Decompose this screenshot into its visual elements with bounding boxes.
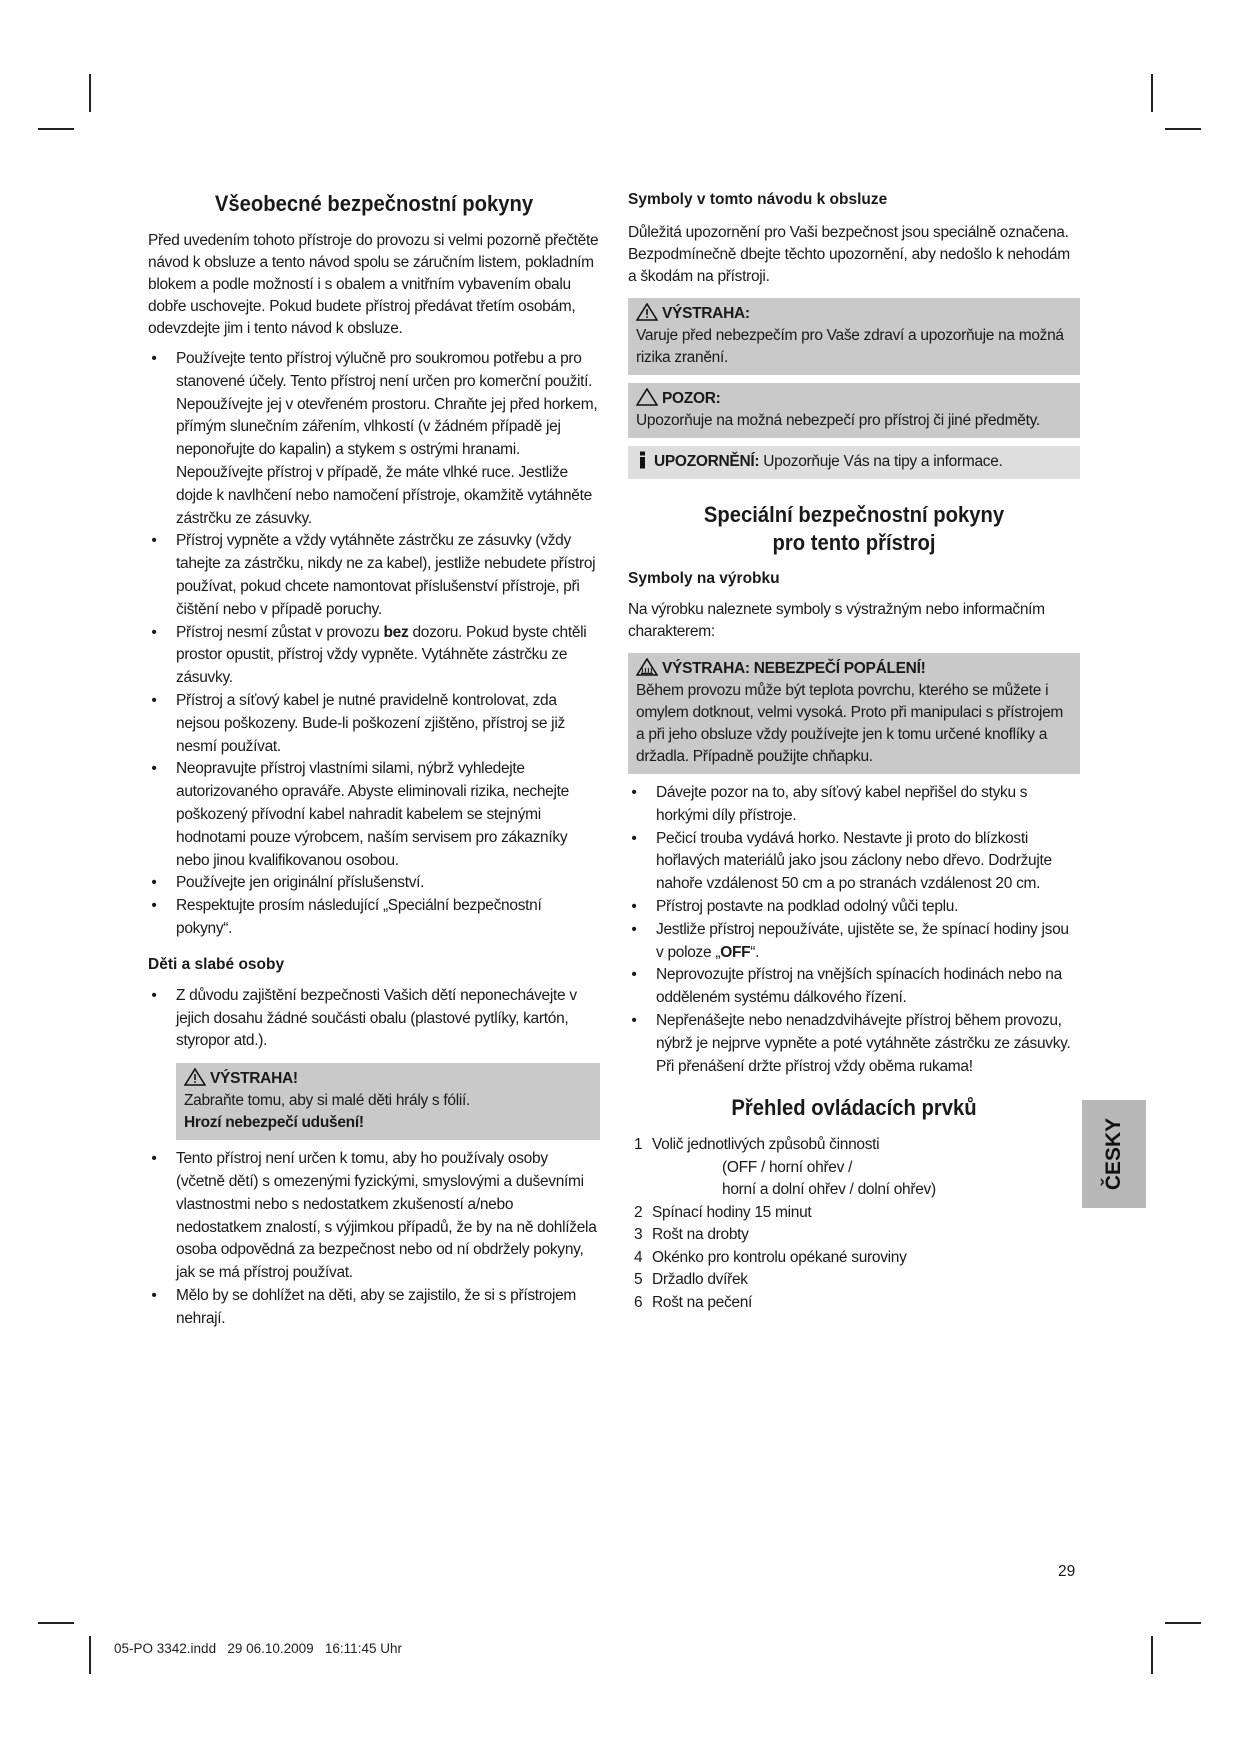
- crop-mark: [38, 128, 74, 130]
- caution-triangle-icon: [636, 388, 658, 406]
- list-item: • Neprovozujte přístroj na vnějších spínacích hodinách nebo na odděleném systému dálkového řízení.: [631, 966, 1062, 1007]
- burn-warning-text: Během provozu může být teplota povrchu, kterého se můžete i omylem dotknout, velmi vysoká. Proto při manipulaci s přístrojem a při jeho obsluze vždy používejte jen k tomu určené knoflíky a držadla. Případně použijte chňapku.: [636, 682, 1064, 765]
- list-item: • Přístroj a síťový kabel je nutné pravidelně kontrolovat, zda nejsou poškozeny. Bude-li poškození zjištěno, přístroj se již nesmí používat.: [151, 691, 565, 755]
- list-item: • Z důvodu zajištění bezpečnosti Vašich dětí neponechávejte v jejich dosahu žádné součásti obalu (plastové pytlíky, kartón, styropor atd.).: [151, 986, 577, 1050]
- notice-title: UPOZORNĚNÍ:: [654, 453, 760, 470]
- special-title: Speciální bezpečnostní pokyny pro tento přístroj: [703, 502, 1005, 555]
- caution-box: [628, 383, 1080, 438]
- list-item: 4 Okénko pro kontrolu opékané suroviny: [634, 1248, 907, 1266]
- intro-paragraph: Před uvedením tohoto přístroje do provozu si velmi pozorně přečtěte návod k obsluze a tento návod spolu se záručním listem, pokladním blokem a podle možností i s obalem a vnitřním vybavením obalu dobře uschovejte. Pokud budete přístroj předávat třetím osobám, odevzdejte jim i tento návod k obsluze.: [148, 232, 599, 337]
- warning-bold: Hrozí nebezpečí udušení!: [184, 1114, 364, 1132]
- product-symbols-paragraph: Na výrobku naleznete symboly s výstražným nebo informačním charakterem:: [628, 601, 1045, 640]
- list-item: • Jestliže přístroj nepoužíváte, ujistěte se, že spínací hodiny jsou v poloze „OFF“.: [631, 920, 1069, 961]
- list-item: 2 Spínací hodiny 15 minut: [634, 1203, 812, 1221]
- list-item: • Pečicí trouba vydává horko. Nestavte ji proto do blízkosti hořlavých materiálů jako jsou záclony nebo dřevo. Dodržujte nahoře vzdálenost 50 cm a po stranách vzdálenost 20 cm.: [631, 829, 1052, 893]
- list-item: • Nepřenášejte nebo nenadzdvihávejte přístroj během provozu, nýbrž je nejprve vypněte a poté vytáhněte zástrčku ze zásuvky. Při přenášení držte přístroj vždy oběma rukama!: [631, 1011, 1071, 1075]
- language-tab: ČESKY: [1082, 1100, 1146, 1208]
- controls-title: Přehled ovládacích prvků: [731, 1095, 977, 1121]
- warning-title: VÝSTRAHA!: [184, 1068, 592, 1090]
- notice-box: [628, 446, 1080, 479]
- list-item: 3 Rošt na drobty: [634, 1226, 749, 1244]
- caution-title: POZOR:: [636, 388, 1072, 410]
- list-item: 5 Držadlo dvířek: [634, 1271, 748, 1289]
- burn-warning-title: VÝSTRAHA: NEBEZPEČÍ POPÁLENÍ!: [636, 658, 1072, 680]
- warning-triangle-icon: [184, 1068, 206, 1086]
- crop-mark: [1165, 1622, 1201, 1624]
- crop-mark: [1165, 128, 1201, 130]
- warning-box-kids: [176, 1063, 600, 1140]
- page-title: Všeobecné bezpečnostní pokyny: [214, 191, 534, 216]
- warning-triangle-icon: [636, 303, 658, 321]
- warning-text: Zabraňte tomu, aby si malé děti hrály s fólií.: [184, 1092, 470, 1110]
- caution-text: Upozorňuje na možná nebezpečí pro přístroj či jiné předměty.: [636, 412, 1040, 429]
- product-symbols-heading: Symboly na výrobku: [628, 570, 780, 587]
- general-bullets: [148, 348, 600, 941]
- page-number: 29: [1058, 1563, 1076, 1580]
- kids-bullets: [148, 985, 600, 1053]
- crop-mark: [38, 1622, 74, 1624]
- list-item: • Mělo by se dohlížet na děti, aby se zajistilo, že si s přístrojem nehrají.: [151, 1286, 577, 1327]
- list-item: • Používejte jen originální příslušenství.: [151, 874, 425, 892]
- list-item: • Respektujte prosím následující „Speciální bezpečnostní pokyny“.: [151, 897, 542, 937]
- list-item: • Přístroj vypněte a vždy vytáhněte zástrčku ze zásuvky (vždy tahejte za zástrčku, nikdy ne za kabel), jestliže nebudete přístroj používat, pokud chcete namontovat příslušenství přístroje, při čištění nebo v případě poruchy.: [151, 532, 596, 618]
- info-icon: [636, 451, 650, 469]
- crop-mark: [1151, 74, 1153, 112]
- list-item: • Neopravujte přístroj vlastními silami, nýbrž vyhledejte autorizovaného opraváře. Abyste eliminovali rizika, nechejte poškozený přívodní kabel nahradit kabelem se stejnými hodnotami pouze výrobcem, naším servisem pro zákazníky nebo jinou kvalifikovanou osobou.: [151, 760, 569, 869]
- list-item: • Tento přístroj není určen k tomu, aby ho používaly osoby (včetně dětí) s omezenými fyzickými, smyslovými a duševními vlastnostmi nebo s nedostatkem zkušeností a/nebo nedostatkem znalostí, s výjimkou případů, že by na ně dohlížela osoba odpovědná za bezpečnost nebo od ní obdržely pokyny, jak se má přístroj používat.: [151, 1150, 597, 1282]
- list-item: 6 Rošt na pečení: [634, 1293, 753, 1311]
- crop-mark: [89, 1636, 91, 1674]
- crop-mark: [89, 74, 91, 112]
- right-column: [628, 190, 1080, 1314]
- print-footer: 05-PO 3342.indd 29 06.10.2009 16:11:45 Uhr: [114, 1641, 402, 1656]
- controls-list: [628, 1134, 1080, 1314]
- list-item: • Přístroj nesmí zůstat v provozu bez dozoru. Pokud byste chtěli prostor opustit, přístroj vždy vypněte. Vytáhněte zástrčku ze zásuvky.: [151, 623, 587, 687]
- kids-bullets-2: [148, 1148, 600, 1330]
- special-bullets: [628, 782, 1080, 1078]
- notice-text: Upozorňuje Vás na tipy a informace.: [759, 453, 1003, 470]
- list-item: • Používejte tento přístroj výlučně pro soukromou potřebu a pro stanovené účely. Tento přístroj není určen pro komerční použití. Nepoužívejte jej v otevřeném prostoru. Chraňte jej před horkem, přímým slunečním zářením, vlhkostí (v žádném případě jej neponořujte do kapalin) a stykem s ostrými hranami. Nepoužívejte přístroj v případě, že máte vlhké ruce. Jestliže dojde k navlhčení nebo namočení přístroje, okamžitě vytáhněte zástrčku ze zásuvky.: [151, 350, 598, 527]
- burn-warning-box: [628, 653, 1080, 774]
- list-item: 1 Volič jednotlivých způsobů činnosti (OFF / horní ohřev / horní a dolní ohřev / dolní ohřev): [634, 1136, 936, 1199]
- list-item: • Přístroj postavte na podklad odolný vůči teplu.: [631, 897, 959, 915]
- warning-title: VÝSTRAHA:: [636, 303, 1072, 325]
- symbols-heading: Symboly v tomto návodu k obsluze: [628, 191, 888, 208]
- warning-text: Varuje před nebezpečím pro Vaše zdraví a upozorňuje na možná rizika zranění.: [636, 327, 1064, 366]
- symbols-paragraph: Důležitá upozornění pro Vaši bezpečnost jsou speciálně označena. Bezpodmínečně dbejte těchto upozornění, aby nedošlo k nehodám a škodám na přístroji.: [628, 224, 1070, 285]
- hot-surface-icon: [636, 658, 658, 676]
- list-item: • Dávejte pozor na to, aby síťový kabel nepřišel do styku s horkými díly přístroje.: [631, 784, 1028, 824]
- crop-mark: [1151, 1636, 1153, 1674]
- kids-heading: Děti a slabé osoby: [148, 955, 285, 973]
- warning-box: [628, 298, 1080, 375]
- left-column: [148, 190, 600, 1338]
